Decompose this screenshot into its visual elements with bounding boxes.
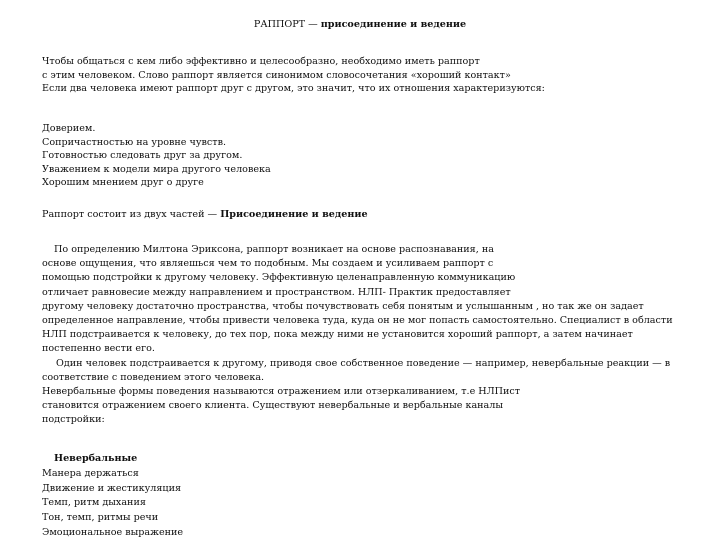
list-item: Уважением к модели мира другого человека: [42, 163, 271, 175]
body-line: Невербальные формы поведения называются отражением или отзеркаливанием, т.е НЛПист: [42, 386, 521, 398]
intro-line: с этим человеком. Слово раппорт является синонимом словосочетания «хороший контакт»: [42, 69, 511, 81]
body-line: определенное направление, чтобы привести человека туда, куда он не мог попасть самостоятельно. Специалист в области: [42, 315, 673, 327]
body-line: постепенно вести его.: [42, 343, 155, 355]
parts-prefix: Раппорт состоит из двух частей —: [42, 209, 221, 220]
traits-list: [42, 122, 692, 190]
list-item: Доверием.: [42, 123, 96, 134]
list-item: Движение и жестикуляция: [42, 482, 182, 494]
list-item: Манера держаться: [42, 467, 139, 479]
intro-paragraph: [42, 55, 692, 96]
body-line: По определению Милтона Эриксона, раппорт возникает на основе распознавания, на: [54, 244, 494, 255]
title-prefix: РАППОРТ —: [253, 19, 321, 30]
page-title: [0, 18, 720, 32]
intro-line: Если два человека имеют раппорт друг с другом, это значит, что их отношения характеризуются:: [42, 83, 545, 95]
nonverbal-list: [42, 452, 692, 541]
title-bold: присоединение и ведение: [320, 19, 467, 30]
body-line: становится отражением своего клиента. Существуют невербальные и вербальные каналы: [42, 400, 504, 412]
body-line: НЛП подстраивается к человеку, до тех пор, пока между ними не установится хороший раппорт, а затем начинает: [42, 329, 633, 341]
body-line: соответствие с поведением этого человека.: [42, 371, 265, 383]
list-item: Сопричастностью на уровне чувств.: [42, 136, 227, 148]
body-line: основе ощущения, что являешься чем то подобным. Мы создаем и усиливаем раппорт с: [42, 258, 494, 270]
list-item: Эмоциональное выражение: [42, 526, 184, 538]
list-item: Хорошим мнением друг о друге: [42, 177, 204, 189]
parts-bold: Присоединение и ведение: [220, 209, 368, 220]
nonverbal-heading: Невербальные: [54, 453, 138, 464]
body-line: помощью подстройки к другому человеку. Эффективную целенаправленную коммуникацию: [42, 272, 516, 284]
body-line: другому человеку достаточно пространства, чтобы почувствовать себя понятым и услышанным , но так же он задает: [42, 300, 644, 312]
body-line: подстройки:: [42, 414, 105, 426]
body-paragraph: [42, 243, 692, 428]
parts-line: [42, 208, 692, 222]
body-line: отличает равновесие между направлением и пространством. НЛП- Практик предоставляет: [42, 286, 511, 298]
body-line: Один человек подстраивается к другому, приводя свое собственное поведение — например, невербальные реакции — в: [56, 357, 671, 369]
intro-line: Чтобы общаться с кем либо эффективно и целесообразно, необходимо иметь раппорт: [42, 56, 480, 67]
list-item: Тон, темп, ритмы речи: [42, 512, 159, 524]
list-item: Готовностью следовать друг за другом.: [42, 150, 243, 162]
list-item: Темп, ритм дыхания: [42, 497, 146, 509]
